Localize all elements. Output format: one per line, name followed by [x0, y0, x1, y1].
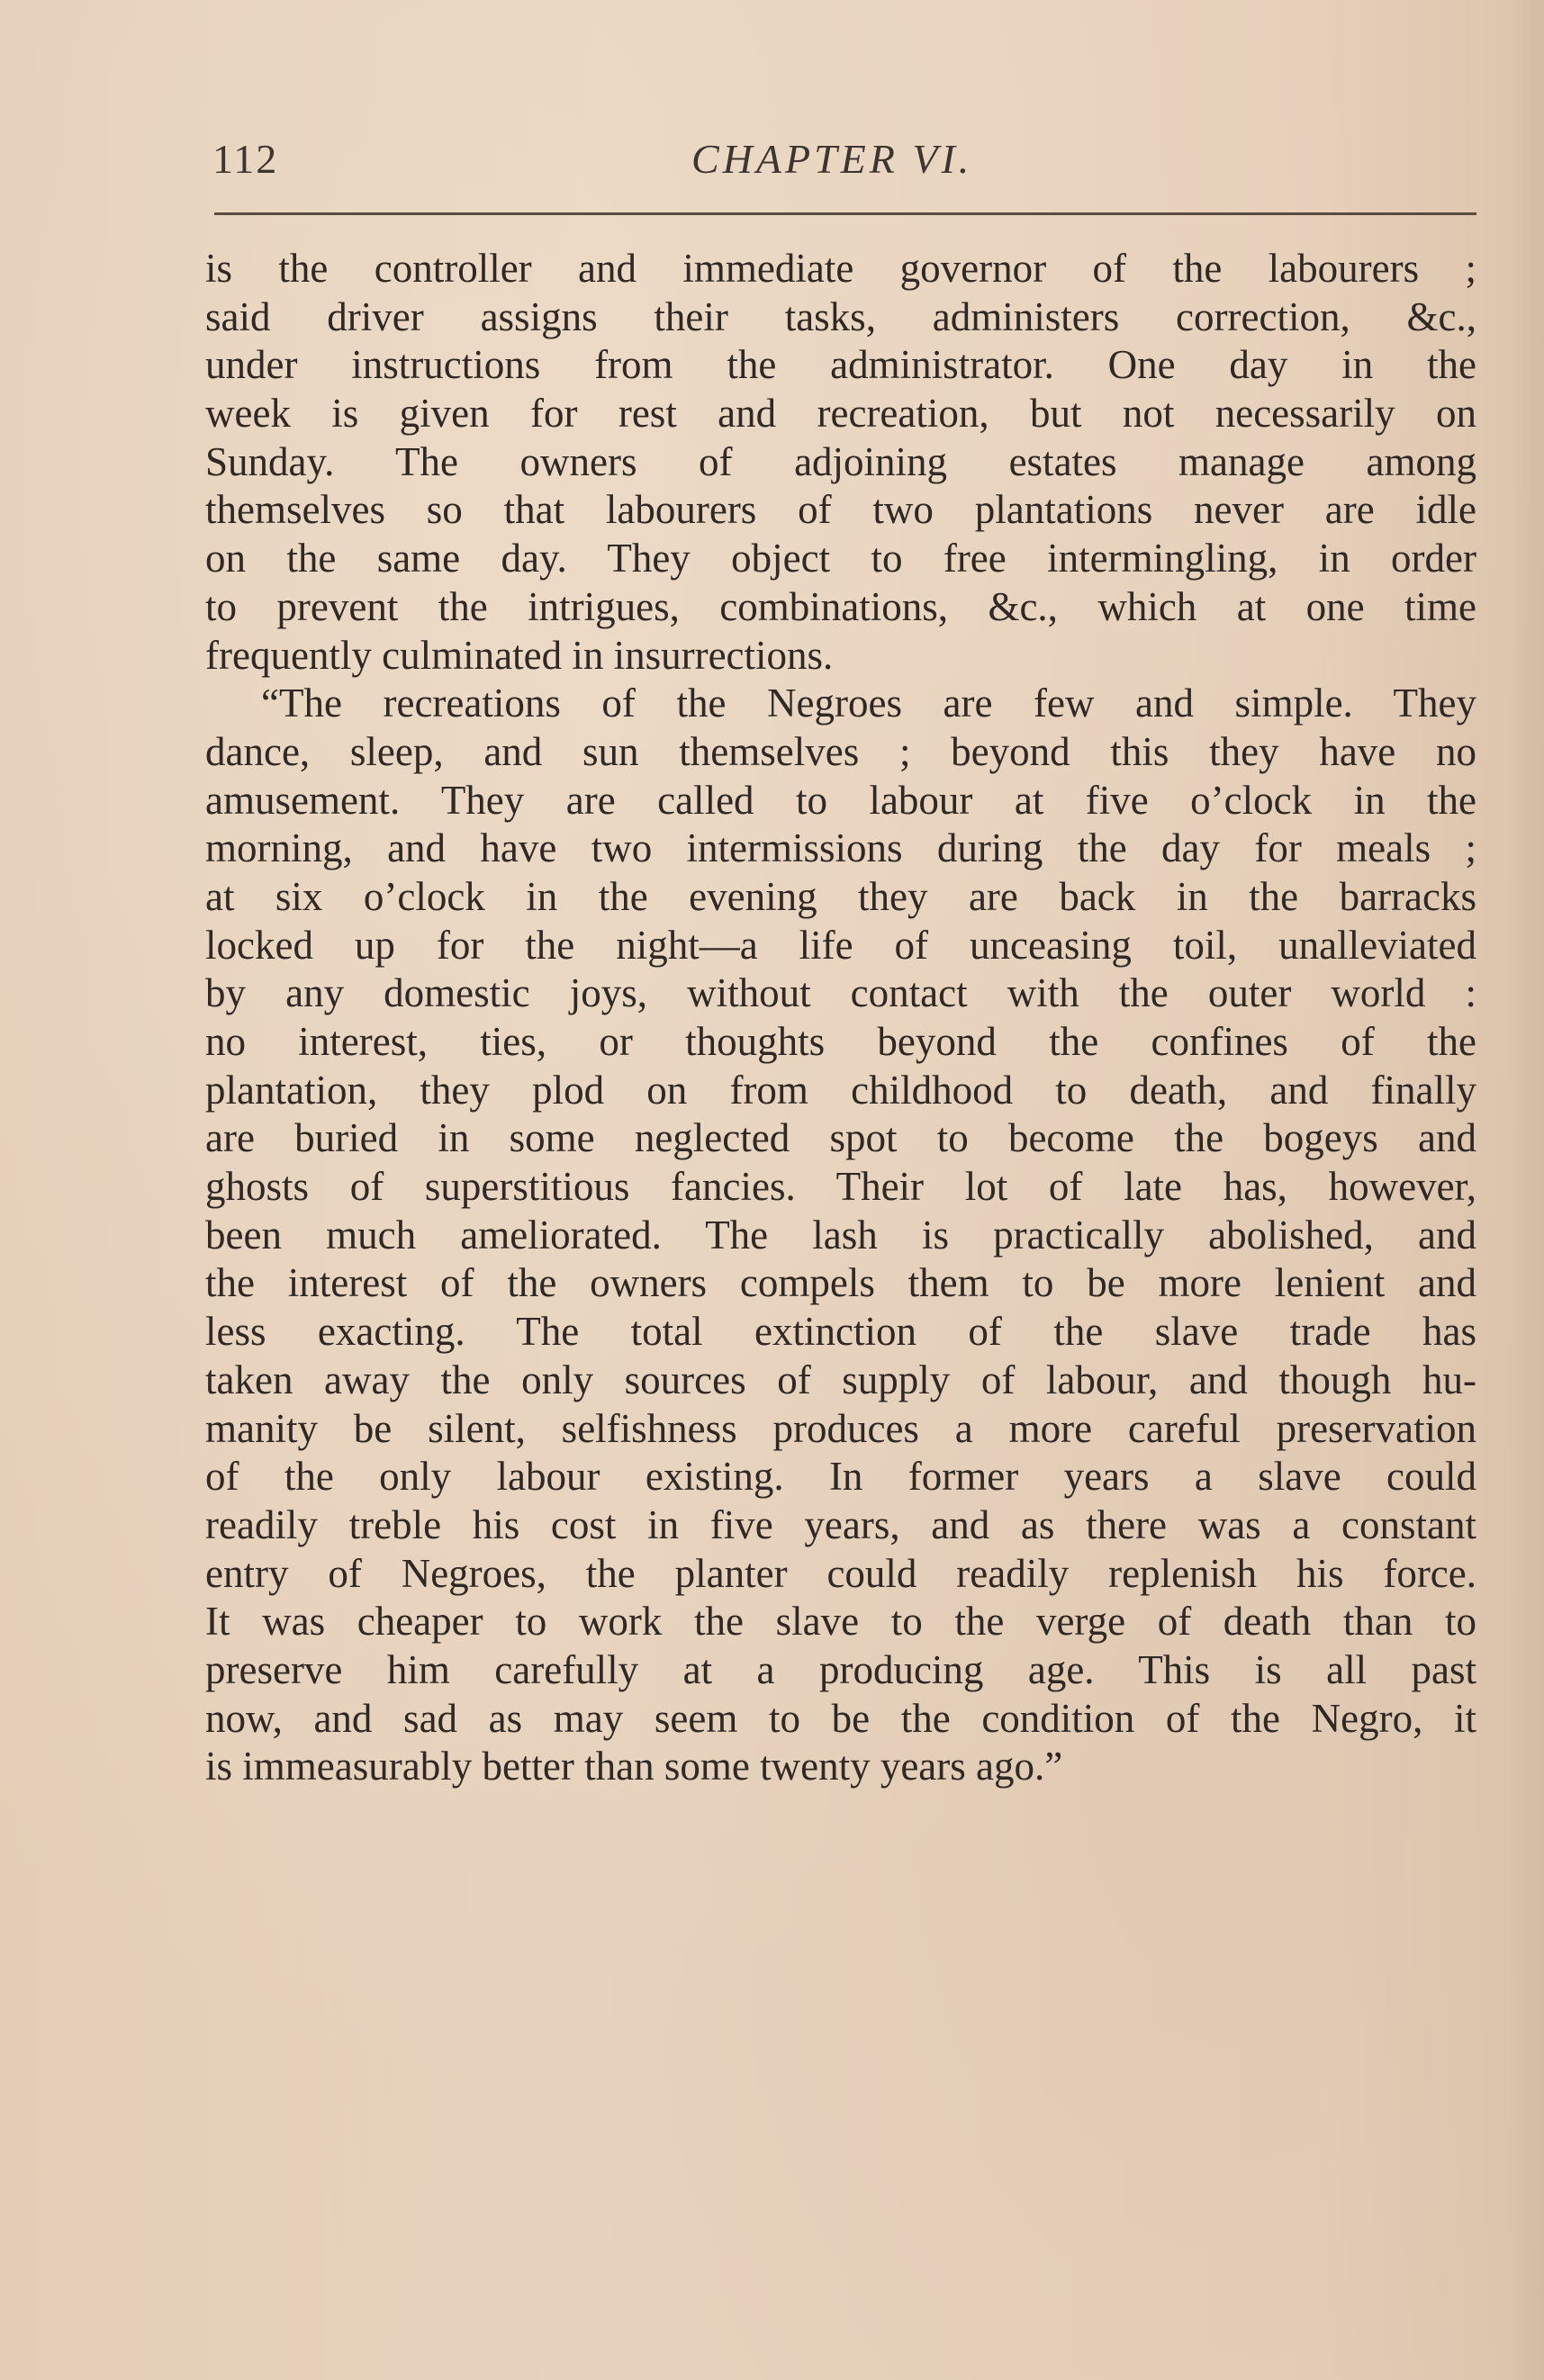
text-line: frequently culminated in insurrections. [205, 632, 834, 678]
text-line: week is given for rest and recreation, but not necessarily on [205, 391, 1476, 437]
text-line: taken away the only sources of supply of labour, and though hu- [205, 1357, 1476, 1402]
text-line: by any domestic joys, without contact with the outer world : [205, 970, 1476, 1016]
text-line: under instructions from the administrator. One day in the [205, 342, 1476, 388]
page-edge-shadow [1508, 0, 1544, 2380]
text-line: It was cheaper to work the slave to the verge of death than to [205, 1599, 1476, 1645]
text-line: plantation, they plod on from childhood to death, and finally [205, 1067, 1476, 1113]
header-rule [214, 212, 1476, 215]
running-head: CHAPTER VI. [691, 136, 973, 182]
text-line: on the same day. They object to free intermingling, in order [205, 536, 1476, 581]
text-line: no interest, ties, or thoughts beyond the confines of the [205, 1019, 1476, 1064]
body-text [205, 245, 1476, 1791]
text-line: is immeasurably better than some twenty years ago.” [205, 1744, 1063, 1790]
text-line: “The recreations of the Negroes are few and simple. They [261, 681, 1476, 726]
page-number: 112 [212, 136, 279, 182]
text-line: amusement. They are called to labour at five o’clock in the [205, 777, 1476, 823]
text-line: at six o’clock in the evening they are back in the barracks [205, 873, 1476, 919]
text-line: less exacting. The total extinction of the slave trade has [205, 1309, 1476, 1355]
text-line: been much ameliorated. The lash is practically abolished, and [205, 1212, 1476, 1258]
text-line: Sunday. The owners of adjoining estates manage among [205, 438, 1476, 484]
text-line: manity be silent, selfishness produces a more careful preservation [205, 1405, 1476, 1451]
text-line: to prevent the intrigues, combinations, &c., which at one time [205, 583, 1476, 629]
text-line: locked up for the night—a life of unceasing toil, unalleviated [205, 922, 1476, 968]
text-line: of the only labour existing. In former years a slave could [205, 1454, 1476, 1500]
page-header [205, 135, 1476, 198]
text-line: preserve him carefully at a producing age. This is all past [205, 1646, 1476, 1692]
text-line: said driver assigns their tasks, administers correction, &c., [205, 293, 1476, 339]
text-line: are buried in some neglected spot to become the bogeys and [205, 1115, 1476, 1161]
text-line: dance, sleep, and sun themselves ; beyond this they have no [205, 728, 1476, 774]
text-line: morning, and have two intermissions during the day for meals ; [205, 825, 1476, 871]
text-line: ghosts of superstitious fancies. Their lot of late has, however, [205, 1164, 1476, 1210]
text-line: is the controller and immediate governor of the labourers ; [205, 246, 1476, 291]
text-line: themselves so that labourers of two plantations never are idle [205, 487, 1476, 533]
text-line: now, and sad as may seem to be the condition of the Negro, it [205, 1695, 1476, 1741]
text-line: the interest of the owners compels them to be more lenient and [205, 1260, 1476, 1306]
text-line: readily treble his cost in five years, and as there was a constant [205, 1501, 1476, 1547]
text-line: entry of Negroes, the planter could readily replenish his force. [205, 1550, 1476, 1596]
